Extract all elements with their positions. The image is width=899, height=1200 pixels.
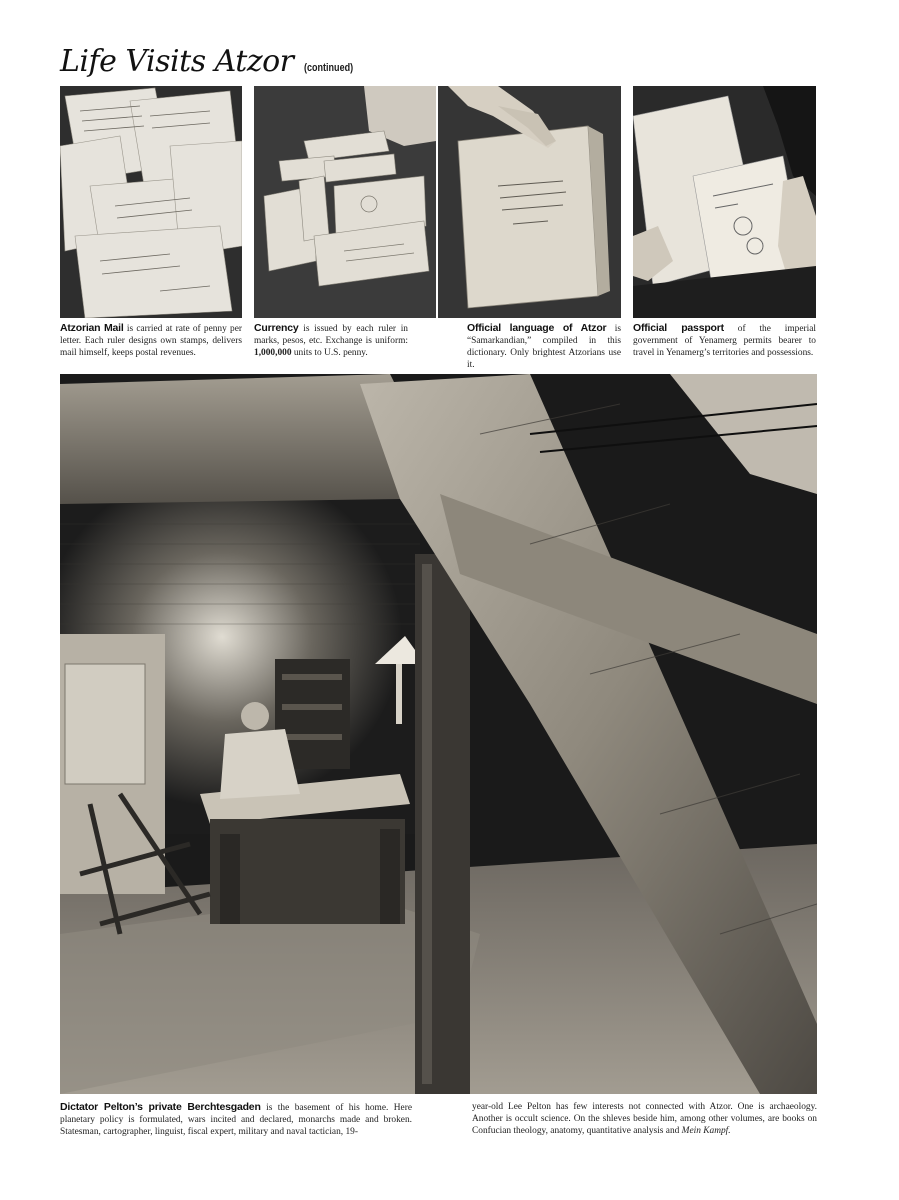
main-caption-text-left: is the basement of his home. Here planetary policy is formulated, wars incited and declared, monarchs made and broken. Statesman, cartographer, linguist, fiscal expert, military and naval tactician, 19- [60, 1103, 413, 1137]
mail-photo [60, 86, 242, 318]
page-title: Life Visits Atzor [60, 44, 294, 79]
mail-caption [60, 322, 242, 359]
continued-label: (continued) [303, 62, 353, 74]
passport-photo [633, 86, 816, 318]
currency-caption-text2: units to U.S. penny. [291, 348, 368, 358]
main-caption-text-right: year-old Lee Pelton has few interests not connected with Atzor. One is archaeology. Another is occult science. On the shleves beside him, among other volumes, are books on Confucian theology, anatomy, quantitative analysis and [472, 1102, 817, 1136]
currency-photo [254, 86, 436, 318]
language-caption-head: Official language of Atzor [467, 322, 607, 334]
currency-caption-head: Currency [254, 322, 299, 334]
main-caption-head: Dictator Pelton’s private Berchtesgaden [60, 1101, 261, 1113]
mail-caption-head: Atzorian Mail [60, 322, 124, 334]
dictionary-photo [438, 86, 621, 318]
currency-caption-number: 1,000,000 [254, 348, 292, 358]
main-caption-italic: Mein Kampf. [681, 1126, 731, 1136]
language-caption-text: is “Samarkandian,” compiled in this dictionary. Only brightest Atzorians use it. [467, 324, 621, 370]
mail-caption-text: is carried at rate of penny per letter. Each ruler designs own stamps, delivers mail himself, keeps postal revenues. [60, 324, 242, 358]
currency-caption [254, 322, 408, 359]
passport-caption-head: Official passport [633, 322, 724, 334]
page-header [60, 44, 363, 84]
currency-caption-text: is issued by each ruler in marks, pesos, etc. Exchange is uniform: [254, 324, 408, 346]
basement-photo [60, 374, 817, 1094]
main-caption-left [60, 1101, 412, 1138]
passport-caption [633, 322, 816, 359]
main-caption-right [472, 1101, 817, 1137]
passport-caption-text: of the imperial government of Yenamerg permits bearer to travel in Yenamerg’s territories and possessions. [633, 324, 816, 358]
language-caption [467, 322, 621, 371]
